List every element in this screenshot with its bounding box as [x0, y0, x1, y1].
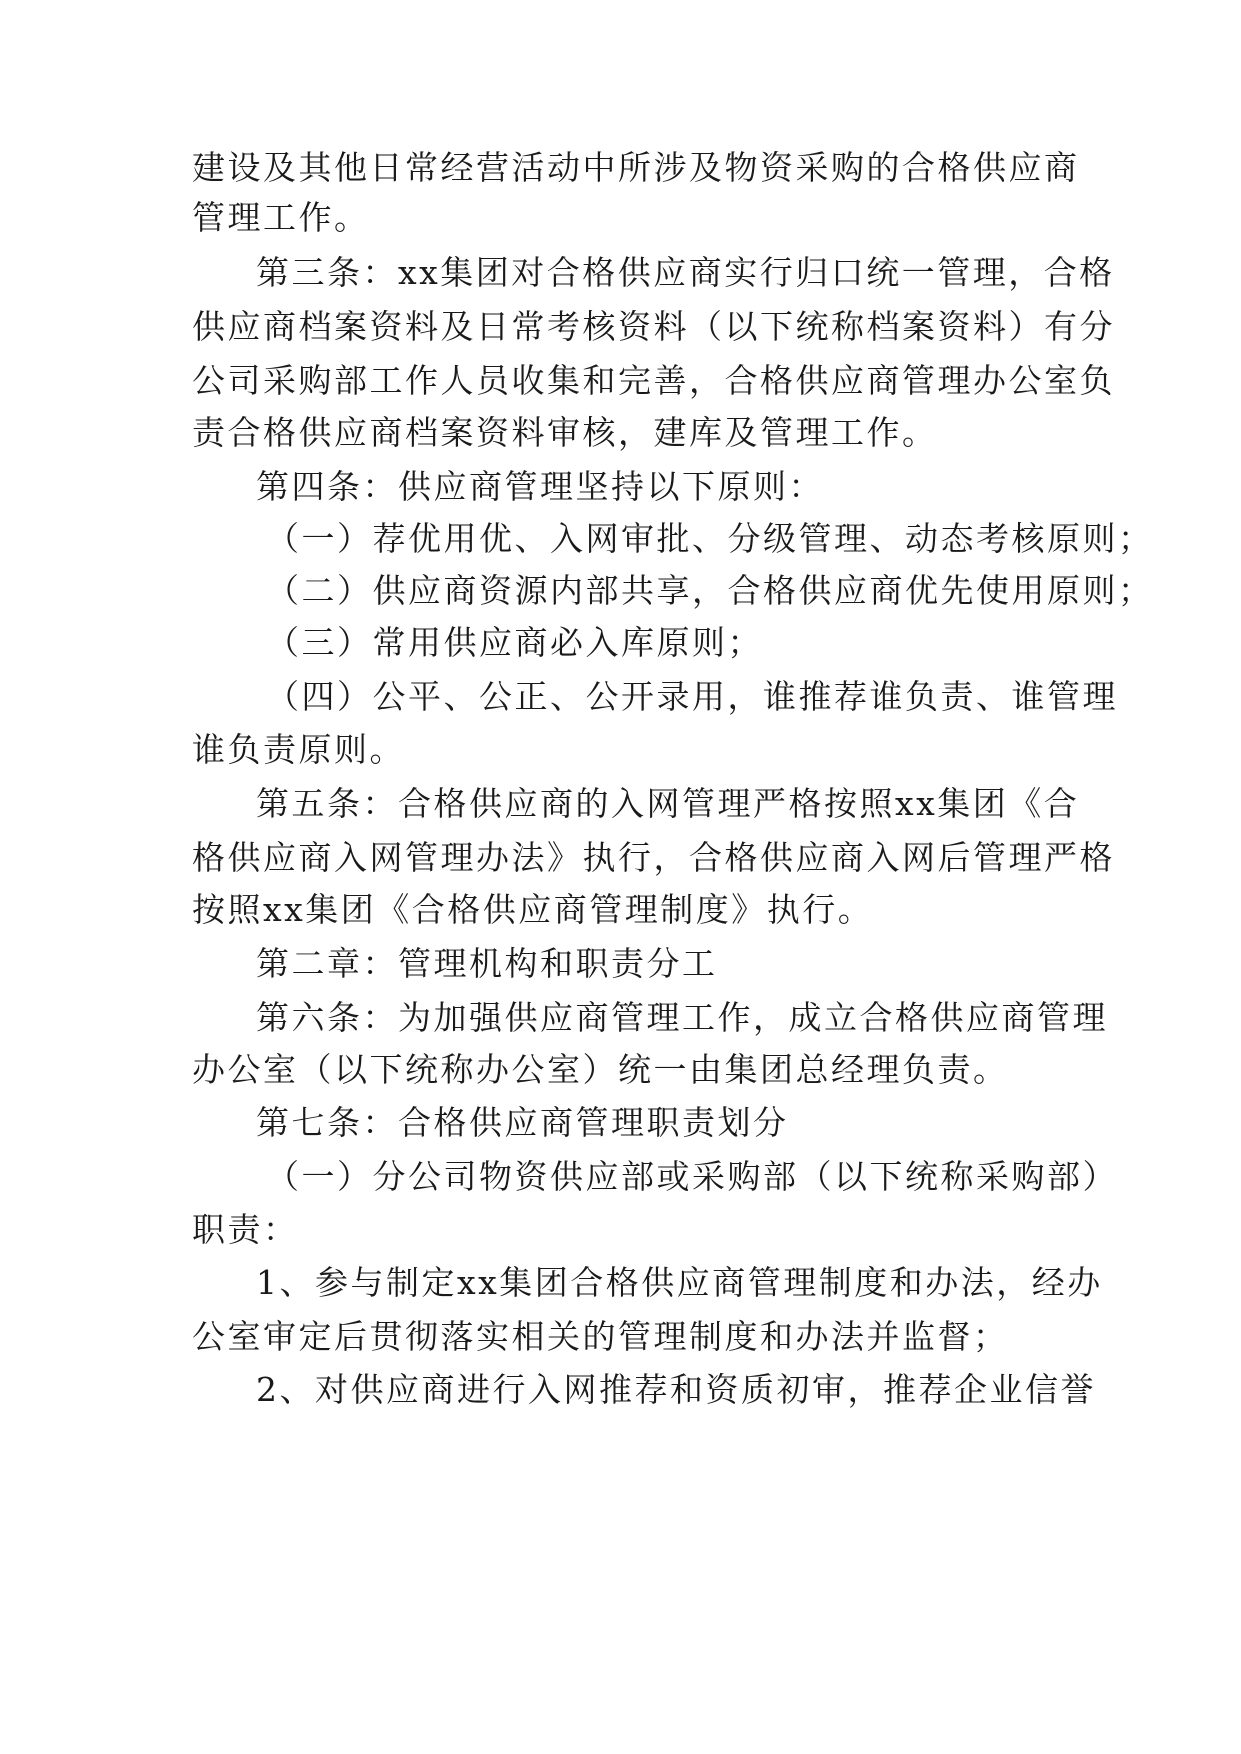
article-3-heading: 第三条：xx集团对合格供应商实行归口统一管理，合格	[256, 253, 1115, 292]
chapter-2-heading: 第二章：管理机构和职责分工	[256, 944, 718, 983]
principle-item: （四）公平、公正、公开录用，谁推荐谁负责、谁管理	[266, 677, 1118, 716]
text-line: 供应商档案资料及日常考核资料（以下统称档案资料）有分	[192, 307, 1115, 346]
principle-item: （一）荐优用优、入网审批、分级管理、动态考核原则；	[266, 519, 1154, 558]
text-line: 责合格供应商档案资料审核，建库及管理工作。	[192, 413, 938, 452]
text-line: 建设及其他日常经营活动中所涉及物资采购的合格供应商	[192, 148, 1080, 187]
duty-item: 1、参与制定xx集团合格供应商管理制度和办法，经办	[256, 1263, 1103, 1302]
text-line: 公司采购部工作人员收集和完善，合格供应商管理办公室负	[192, 361, 1115, 400]
principle-item: （三）常用供应商必入库原则；	[266, 623, 763, 662]
duty-item: 2、对供应商进行入网推荐和资质初审，推荐企业信誉	[256, 1370, 1096, 1409]
principle-item: （二）供应商资源内部共享，合格供应商优先使用原则；	[266, 571, 1154, 610]
duty-section: （一）分公司物资供应部或采购部（以下统称采购部）	[266, 1157, 1118, 1196]
text-line: 按照xx集团《合格供应商管理制度》执行。	[192, 890, 874, 929]
text-line: 谁负责原则。	[192, 730, 405, 769]
article-7-heading: 第七条：合格供应商管理职责划分	[256, 1103, 789, 1142]
article-6-heading: 第六条：为加强供应商管理工作，成立合格供应商管理	[256, 998, 1108, 1037]
text-line: 公室审定后贯彻落实相关的管理制度和办法并监督；	[192, 1317, 1009, 1356]
text-line: 办公室（以下统称办公室）统一由集团总经理负责。	[192, 1050, 1009, 1089]
text-line: 格供应商入网管理办法》执行，合格供应商入网后管理严格	[192, 838, 1115, 877]
text-line: 管理工作。	[192, 198, 370, 237]
article-5-heading: 第五条：合格供应商的入网管理严格按照xx集团《合	[256, 784, 1080, 823]
text-line: 职责：	[192, 1210, 299, 1249]
article-4-heading: 第四条：供应商管理坚持以下原则：	[256, 467, 824, 506]
